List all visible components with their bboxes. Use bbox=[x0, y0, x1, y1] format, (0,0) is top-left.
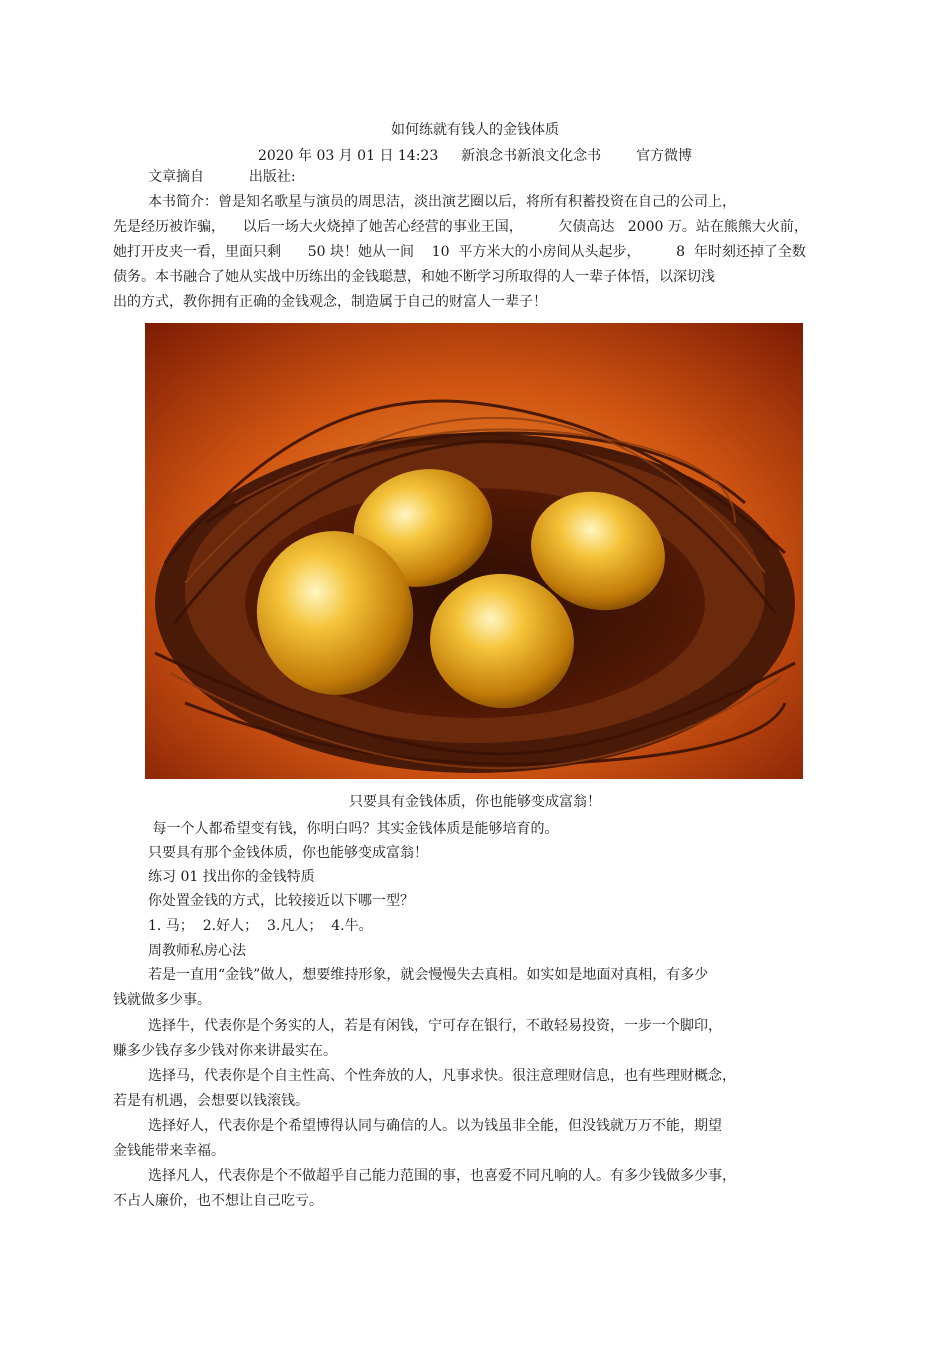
body-line: 你处置金钱的方式，比较接近以下哪一型？ bbox=[148, 893, 414, 909]
intro-line: 本书简介：曾是知名歌星与演员的周思洁，淡出演艺圈以后，将所有积蓄投资在自己的公司上， bbox=[148, 194, 736, 210]
publisher-label: 出版社: bbox=[248, 169, 296, 185]
paragraph-line: 选择牛，代表你是个务实的人，若是有闲钱，宁可存在银行，不敢轻易投资，一步一个脚印， bbox=[148, 1018, 722, 1034]
paragraph-line: 钱就做多少事。 bbox=[113, 992, 211, 1008]
paragraph-line: 选择凡人，代表你是个不做超乎自己能力范围的事，也喜爱不同凡响的人。有多少钱做多少事， bbox=[148, 1168, 736, 1184]
image-caption: 只要具有金钱体质，你也能够变成富翁！ bbox=[349, 794, 601, 810]
section-heading: 周教师私房心法 bbox=[148, 943, 246, 959]
paragraph-line: 若是有机遇，会想要以钱滚钱。 bbox=[113, 1093, 309, 1109]
weibo-link[interactable]: 官方微博 bbox=[636, 148, 693, 164]
options-line: 1. 马； 2.好人； 3.凡人； 4.牛。 bbox=[148, 918, 373, 934]
source-link[interactable]: 新浪念书新浪文化念书 bbox=[461, 148, 602, 164]
paragraph-line: 选择马，代表你是个自主性高、个性奔放的人，凡事求快。很注意理财信息，也有些理财概念， bbox=[148, 1068, 736, 1084]
article-title: 如何练就有钱人的金钱体质 bbox=[391, 122, 559, 138]
body-line: 每一个人都希望变有钱，你明白吗？其实金钱体质是能够培育的。 bbox=[148, 821, 559, 837]
paragraph-line: 若是一直用“金钱”做人，想要维持形象，就会慢慢失去真相。如实如是地面对真相，有多少 bbox=[148, 967, 709, 983]
intro-line: 出的方式，教你拥有正确的金钱观念，制造属于自己的财富人一辈子！ bbox=[113, 294, 547, 310]
paragraph-line: 选择好人，代表你是个希望博得认同与确信的人。以为钱虽非全能，但没钱就万万不能，期望 bbox=[148, 1118, 722, 1134]
excerpt-label: 文章摘自 bbox=[148, 169, 204, 185]
intro-line: 她打开皮夹一看，里面只剩 50 块！她从一间 10 平方米大的小房间从头起步， 8 年时刻还掉了全数 bbox=[113, 244, 806, 260]
excerpt-line bbox=[148, 167, 296, 187]
intro-line: 先是经历被诈骗， 以后一场大火烧掉了她苦心经营的事业王国， 欠债高达 2000 万。站在熊熊大火前， bbox=[113, 219, 808, 235]
paragraph-line: 不占人廉价，也不想让自己吃亏。 bbox=[113, 1193, 323, 1209]
paragraph-line: 赚多少钱存多少钱对你来讲最实在。 bbox=[113, 1043, 337, 1059]
body-line: 只要具有那个金钱体质，你也能够变成富翁！ bbox=[148, 845, 428, 861]
publish-date: 2020 年 03 月 01 日 14:23 bbox=[257, 148, 439, 164]
exercise-heading: 练习 01 找出你的金钱特质 bbox=[148, 869, 315, 885]
paragraph-line: 金钱能带来幸福。 bbox=[113, 1143, 225, 1159]
intro-line: 债务。本书融合了她从实战中历练出的金钱聪慧，和她不断学习所取得的人一辈子体悟，以深切浅 bbox=[113, 269, 715, 285]
article-meta bbox=[0, 146, 950, 166]
golden-eggs-nest-image bbox=[145, 323, 803, 779]
